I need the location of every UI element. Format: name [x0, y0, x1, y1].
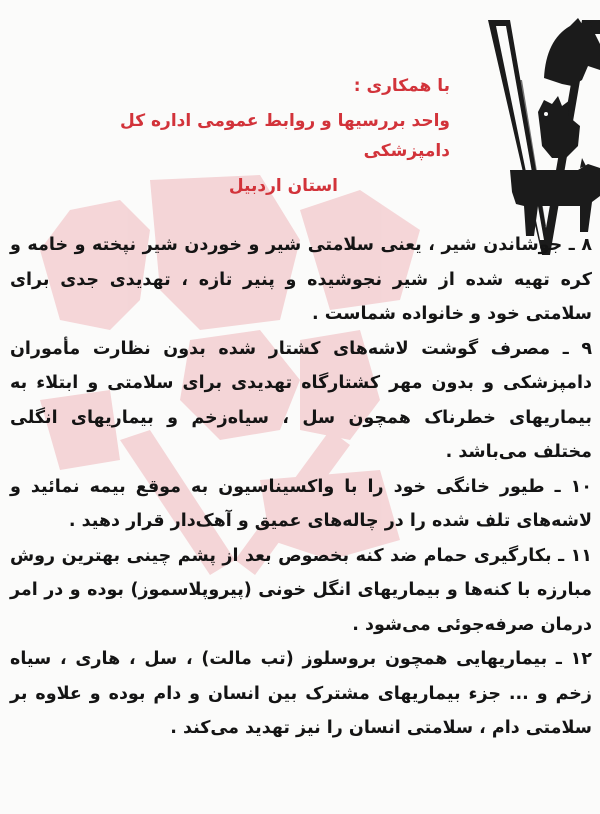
advice-item: ۱۱ ـ بکارگیری حمام ضد کنه بخصوص بعد از پشم چینی بهترین روش مبارزه با کنه‌ها و بیماریهای انگل خونی (پیروپلاسموز) بوده و در امر درمان صرفه‌جوئی می‌شود .: [10, 545, 592, 635]
advice-item: ۹ ـ مصرف گوشت لاشه‌های کشتار شده بدون نظارت مأموران دامپزشکی و بدون مهر کشتارگاه تهدیدی برای سلامتی و ابتلاء به بیماریهای خطرناک همچون سل ، سیاه‌زخم و بیماریهای انگلی مختلف می‌باشد .: [10, 338, 592, 462]
advice-list: [10, 228, 592, 746]
collaboration-label: با همکاری :: [353, 76, 450, 96]
advice-item: ۱۲ ـ بیماریهایی همچون بروسلوز (تب مالت) ، سل ، هاری ، سیاه زخم و ... جزء بیماریهای مشترک بین انسان و دام بوده و علاوه بر سلامتی دام ، سلامتی انسان را نیز تهدید می‌کند .: [10, 649, 592, 738]
unit-title: واحد بررسیها و روابط عمومی اداره کل دامپزشکی: [120, 111, 450, 161]
advice-item: ۱۰ ـ طیور خانگی خود را با واکسیناسیون به موقع بیمه نمائید و لاشه‌های تلف شده را در چاله‌های عمیق و آهک‌دار قرار دهید .: [10, 476, 592, 531]
horse-head-icon: [544, 18, 600, 86]
header: [80, 66, 450, 206]
advice-item: ۸ ـ جوشاندن شیر ، یعنی سلامتی شیر و خوردن شیر نپخته و خامه و کره تهیه شده از شیر نجوشیده و پنیر تازه ، تهدیدی جدی برای سلامتی خود و خانواده شماست .: [10, 235, 592, 324]
province-title: استان اردبیل: [228, 176, 338, 196]
